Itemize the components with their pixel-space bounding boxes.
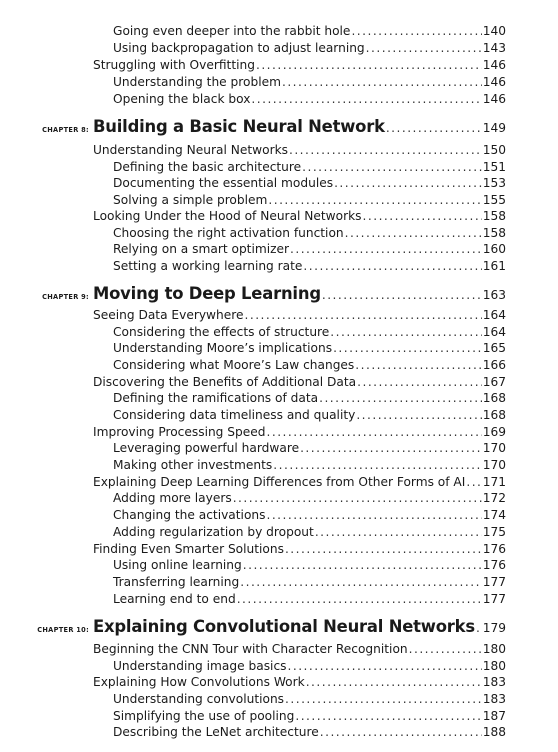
toc-entry-title: Describing the LeNet architecture (113, 725, 319, 739)
toc-entry-title: Relying on a smart optimizer (113, 242, 290, 256)
leader-dots (288, 658, 482, 675)
leader-dots (315, 524, 482, 541)
toc-entry-page: 176 (482, 542, 506, 556)
toc-entry (93, 374, 506, 391)
toc-entry (113, 40, 506, 57)
toc-entry-page: 170 (482, 441, 506, 455)
toc-entry-page: 169 (482, 425, 506, 439)
toc-entry-title: Learning end to end (113, 592, 236, 606)
toc-entry-title: Using backpropagation to adjust learning (113, 41, 365, 55)
toc-entry-title: Defining the ramifications of data (113, 391, 319, 405)
toc-entry-page: 180 (482, 642, 506, 656)
chapter-label (0, 126, 93, 134)
leader-dots (366, 40, 482, 57)
toc-entry (113, 574, 506, 591)
leader-dots (300, 440, 482, 457)
toc-entry (93, 541, 506, 558)
leader-dots (285, 691, 482, 708)
toc-entry-page: 146 (482, 92, 506, 106)
toc-entry-title: Understanding Neural Networks (93, 143, 288, 157)
toc-entry-page: 183 (482, 692, 506, 706)
leader-dots (266, 507, 481, 524)
toc-entry-title: Using online learning (113, 558, 242, 572)
toc-entry-title: Discovering the Benefits of Additional Data (93, 375, 357, 389)
toc-entry (113, 357, 506, 374)
toc-entry-page: 188 (482, 725, 506, 739)
toc-entry (113, 340, 506, 357)
toc-entry (93, 424, 506, 441)
toc-entry (113, 91, 506, 108)
toc-entry (113, 225, 506, 242)
toc-entry-title: Solving a simple problem (113, 193, 268, 207)
toc-entry-page: 158 (482, 209, 506, 223)
toc-entry-page: 172 (482, 491, 506, 505)
toc-entry-title: Adding more layers (113, 491, 232, 505)
chapter-title: Moving to Deep Learning (93, 284, 321, 303)
toc-entry-title: Adding regularization by dropout (113, 525, 314, 539)
toc-entry-page: 175 (482, 525, 506, 539)
toc-entry (113, 159, 506, 176)
chapter-label-text: CHAPTER 8: (42, 126, 89, 134)
chapter-label-text: CHAPTER 9: (42, 293, 89, 301)
toc-entry-title: Understanding image basics (113, 659, 287, 673)
toc-entry (113, 658, 506, 675)
toc-entry-title: Understanding the problem (113, 75, 281, 89)
leader-dots (245, 307, 482, 324)
toc-entry-page: 161 (482, 259, 506, 273)
toc-entry-title: Documenting the essential modules (113, 176, 334, 190)
chapter-page: 179 (482, 621, 506, 635)
toc-entry-title: Struggling with Overfitting (93, 58, 255, 72)
leader-dots (273, 457, 481, 474)
toc-entry-title: Opening the black box (113, 92, 251, 106)
leader-dots (334, 175, 482, 192)
toc-entry (113, 507, 506, 524)
toc-entry (113, 557, 506, 574)
toc-entry-page: 153 (482, 176, 506, 190)
leader-dots (476, 621, 482, 635)
toc-entry-title: Explaining Deep Learning Differences from Other Forms of AI (93, 475, 466, 489)
toc-entry-page: 168 (482, 408, 506, 422)
toc-entry (93, 307, 506, 324)
toc-entry-title: Going even deeper into the rabbit hole (113, 24, 351, 38)
toc-entry (93, 208, 506, 225)
toc-entry-title: Leveraging powerful hardware (113, 441, 300, 455)
toc-entry-page: 177 (482, 592, 506, 606)
toc-entry (113, 524, 506, 541)
chapter-label (0, 626, 93, 634)
toc-entry-page: 174 (482, 508, 506, 522)
chapter-page: 163 (482, 288, 506, 302)
toc-entry (93, 142, 506, 159)
leader-dots (268, 192, 481, 209)
toc-entry-page: 166 (482, 358, 506, 372)
leader-dots (386, 121, 482, 135)
toc-entry-title: Understanding Moore’s implications (113, 341, 333, 355)
toc-entry-title: Considering the effects of structure (113, 325, 330, 339)
leader-dots (243, 557, 482, 574)
toc-entry-page: 183 (482, 675, 506, 689)
toc-entry (93, 57, 506, 74)
chapter-label (0, 293, 93, 301)
leader-dots (363, 208, 482, 225)
leader-dots (282, 74, 482, 91)
leader-dots (267, 424, 482, 441)
leader-dots (333, 340, 482, 357)
leader-dots (237, 591, 482, 608)
toc-entry (113, 192, 506, 209)
leader-dots (320, 724, 482, 741)
toc-entry-title: Understanding convolutions (113, 692, 285, 706)
toc-entry-title: Considering data timeliness and quality (113, 408, 356, 422)
chapter-label-text: CHAPTER 10: (37, 626, 89, 634)
toc-entry-page: 168 (482, 391, 506, 405)
leader-dots (345, 225, 482, 242)
chapter-heading[interactable] (0, 117, 506, 141)
toc-entry-title: Changing the activations (113, 508, 266, 522)
toc-entry-page: 170 (482, 458, 506, 472)
chapter-title: Explaining Convolutional Neural Networks (93, 617, 475, 636)
toc-entry (113, 708, 506, 725)
toc-entry (113, 175, 506, 192)
toc-entry-page: 160 (482, 242, 506, 256)
leader-dots (285, 541, 482, 558)
leader-dots (306, 674, 482, 691)
toc-entry-title: Finding Even Smarter Solutions (93, 542, 284, 556)
leader-dots (357, 374, 482, 391)
toc-entry-title: Setting a working learning rate (113, 259, 303, 273)
toc-entry-page: 171 (482, 475, 506, 489)
toc-entry (113, 724, 506, 741)
toc-entry (113, 440, 506, 457)
leader-dots (303, 258, 481, 275)
toc-entry-title: Transferring learning (113, 575, 240, 589)
toc-entry (93, 641, 506, 658)
toc-entry-page: 151 (482, 160, 506, 174)
leader-dots (233, 490, 482, 507)
toc-entry (93, 674, 506, 691)
leader-dots (240, 574, 481, 591)
chapter-heading[interactable] (0, 284, 506, 308)
toc-entry-title: Choosing the right activation function (113, 226, 344, 240)
toc-entry (113, 241, 506, 258)
toc-entry-page: 176 (482, 558, 506, 572)
leader-dots (409, 641, 482, 658)
leader-dots (466, 474, 481, 491)
toc-entry-page: 187 (482, 709, 506, 723)
toc-entry-page: 177 (482, 575, 506, 589)
toc-entry-title: Improving Processing Speed (93, 425, 266, 439)
leader-dots (289, 142, 482, 159)
toc-entry (113, 74, 506, 91)
toc-entry-page: 150 (482, 143, 506, 157)
toc-entry-page: 140 (482, 24, 506, 38)
toc-entry-title: Beginning the CNN Tour with Character Recognition (93, 642, 408, 656)
toc-entry-title: Considering what Moore’s Law changes (113, 358, 355, 372)
leader-dots (356, 407, 481, 424)
chapter-page: 149 (482, 121, 506, 135)
toc-entry-page: 158 (482, 226, 506, 240)
toc-entry-page: 164 (482, 325, 506, 339)
leader-dots (256, 57, 482, 74)
toc-entry-page: 180 (482, 659, 506, 673)
toc-entry-page: 165 (482, 341, 506, 355)
chapter-title: Building a Basic Neural Network (93, 117, 385, 136)
toc-entry-title: Defining the basic architecture (113, 160, 302, 174)
toc-entry (113, 490, 506, 507)
leader-dots (319, 390, 482, 407)
leader-dots (355, 357, 481, 374)
toc-entry (113, 324, 506, 341)
toc-entry (113, 457, 506, 474)
toc-entry-title: Simplifying the use of pooling (113, 709, 295, 723)
leader-dots (302, 159, 482, 176)
toc-entry-page: 146 (482, 75, 506, 89)
toc-entry (113, 407, 506, 424)
toc-entry-title: Looking Under the Hood of Neural Networks (93, 209, 362, 223)
toc-entry (113, 591, 506, 608)
leader-dots (251, 91, 481, 108)
leader-dots (290, 241, 482, 258)
toc-entry-page: 155 (482, 193, 506, 207)
chapter-heading[interactable] (0, 617, 506, 641)
leader-dots (322, 288, 482, 302)
toc-entry-page: 167 (482, 375, 506, 389)
toc-entry (113, 691, 506, 708)
toc-entry (113, 23, 506, 40)
toc-entry-title: Explaining How Convolutions Work (93, 675, 305, 689)
toc-entry-page: 146 (482, 58, 506, 72)
leader-dots (295, 708, 481, 725)
toc-entry-title: Making other investments (113, 458, 273, 472)
toc-entry-title: Seeing Data Everywhere (93, 308, 244, 322)
leader-dots (330, 324, 481, 341)
toc-entry-page: 164 (482, 308, 506, 322)
toc-entry (93, 474, 506, 491)
toc-entry (113, 390, 506, 407)
toc-entry (113, 258, 506, 275)
leader-dots (351, 23, 481, 40)
toc-entry-page: 143 (482, 41, 506, 55)
